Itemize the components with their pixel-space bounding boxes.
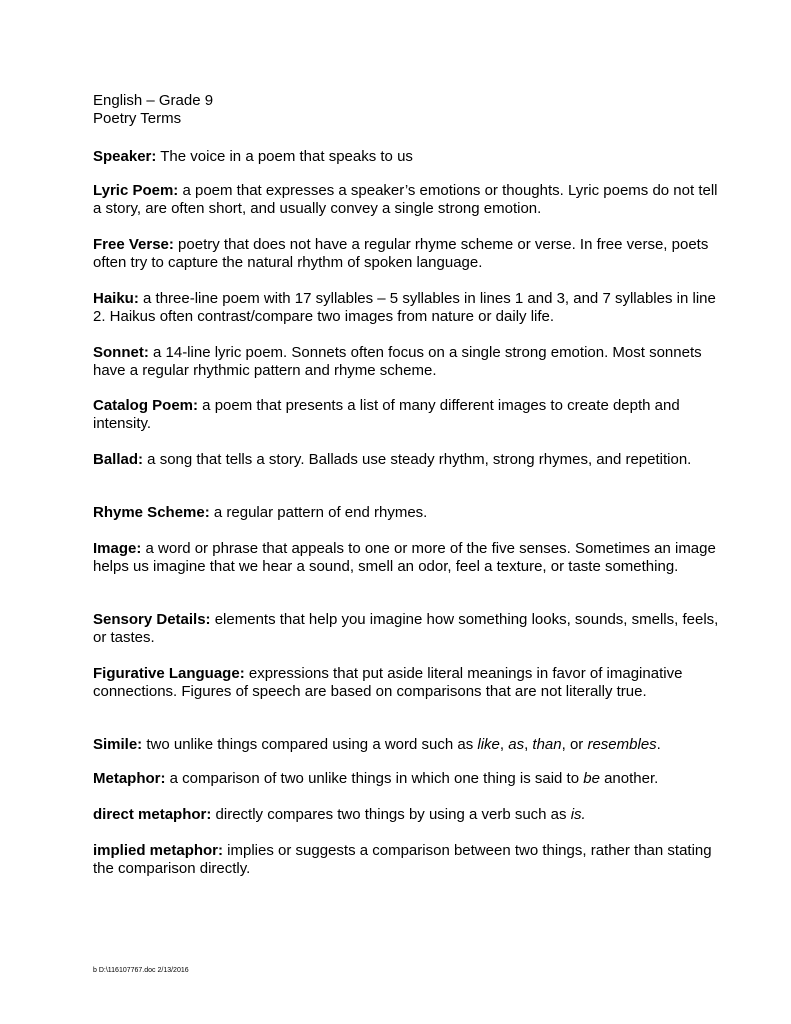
term-figurative-language bbox=[93, 665, 723, 701]
term-image bbox=[93, 540, 723, 576]
term-label: Haiku: bbox=[93, 290, 139, 307]
term-definition: a 14-line lyric poem. Sonnets often focus on a single strong emotion. Most sonnets have a regular rhythmic pattern and rhyme scheme. bbox=[93, 344, 702, 379]
term-definition: two unlike things compared using a word such as bbox=[142, 736, 478, 753]
term-definition: . bbox=[656, 736, 661, 753]
term-definition: , or bbox=[561, 736, 588, 753]
term-label: Sonnet: bbox=[93, 344, 149, 361]
document-footer: b D:\116107767.doc 2/13/2016 bbox=[93, 967, 189, 974]
term-definition: a word or phrase that appeals to one or more of the five senses. Sometimes an image helps us imagine that we hear a sound, smell an odor, feel a texture, or taste something. bbox=[93, 540, 716, 575]
term-label: Ballad: bbox=[93, 451, 144, 468]
term-definition: poetry that does not have a regular rhyme scheme or verse. In free verse, poets often try to capture the natural rhythm of spoken language. bbox=[93, 236, 709, 271]
course-title: English – Grade 9 bbox=[93, 92, 214, 109]
term-haiku bbox=[93, 290, 723, 326]
term-label: implied metaphor: bbox=[93, 842, 224, 859]
term-direct-metaphor bbox=[93, 806, 723, 824]
term-definition: a comparison of two unlike things in which one thing is said to bbox=[165, 770, 584, 787]
term-label: Lyric Poem: bbox=[93, 182, 179, 199]
example-word: like bbox=[477, 736, 500, 753]
term-definition: elements that help you imagine how something looks, sounds, smells, feels, or tastes. bbox=[93, 611, 719, 646]
term-free-verse bbox=[93, 236, 723, 272]
example-word: is. bbox=[570, 806, 586, 823]
term-implied-metaphor bbox=[93, 842, 723, 878]
term-lyric-poem bbox=[93, 182, 723, 218]
term-label: Simile: bbox=[93, 736, 143, 753]
term-definition: The voice in a poem that speaks to us bbox=[156, 148, 413, 165]
term-label: Image: bbox=[93, 540, 142, 557]
term-label: Rhyme Scheme: bbox=[93, 504, 210, 521]
example-word: than bbox=[532, 736, 562, 753]
term-ballad bbox=[93, 451, 723, 469]
term-definition: , bbox=[499, 736, 509, 753]
term-definition: a three-line poem with 17 syllables – 5 syllables in lines 1 and 3, and 7 syllables in line 2. Haikus often contrast/compare two images from nature or daily life. bbox=[93, 290, 716, 325]
example-word: as bbox=[508, 736, 525, 753]
subject-title: Poetry Terms bbox=[93, 110, 182, 127]
term-catalog-poem bbox=[93, 397, 723, 433]
term-definition: a song that tells a story. Ballads use steady rhythm, strong rhymes, and repetition. bbox=[143, 451, 692, 468]
example-word: resembles bbox=[587, 736, 657, 753]
document-page bbox=[93, 92, 723, 877]
term-simile bbox=[93, 736, 723, 754]
example-word: be bbox=[583, 770, 600, 787]
term-definition: another. bbox=[599, 770, 659, 787]
term-definition: expressions that put aside literal meanings in favor of imaginative connections. Figures of speech are based on comparisons that are not literally true. bbox=[93, 665, 683, 700]
term-label: Figurative Language: bbox=[93, 665, 245, 682]
term-definition: a poem that presents a list of many different images to create depth and intensity. bbox=[93, 397, 680, 432]
term-label: Catalog Poem: bbox=[93, 397, 199, 414]
term-metaphor bbox=[93, 770, 723, 788]
term-sensory-details bbox=[93, 611, 723, 647]
term-label: Metaphor: bbox=[93, 770, 166, 787]
term-label: Free Verse: bbox=[93, 236, 174, 253]
term-sonnet bbox=[93, 344, 723, 380]
term-definition: directly compares two things by using a verb such as bbox=[211, 806, 571, 823]
term-rhyme-scheme bbox=[93, 504, 723, 522]
term-label: Sensory Details: bbox=[93, 611, 211, 628]
term-definition: implies or suggests a comparison between two things, rather than stating the comparison directly. bbox=[93, 842, 712, 877]
term-label: direct metaphor: bbox=[93, 806, 212, 823]
term-label: Speaker: bbox=[93, 148, 157, 165]
term-definition: a poem that expresses a speaker’s emotions or thoughts. Lyric poems do not tell a story, are often short, and usually convey a single strong emotion. bbox=[93, 182, 718, 217]
term-speaker bbox=[93, 148, 723, 166]
term-definition: , bbox=[524, 736, 533, 753]
term-definition: a regular pattern of end rhymes. bbox=[209, 504, 428, 521]
